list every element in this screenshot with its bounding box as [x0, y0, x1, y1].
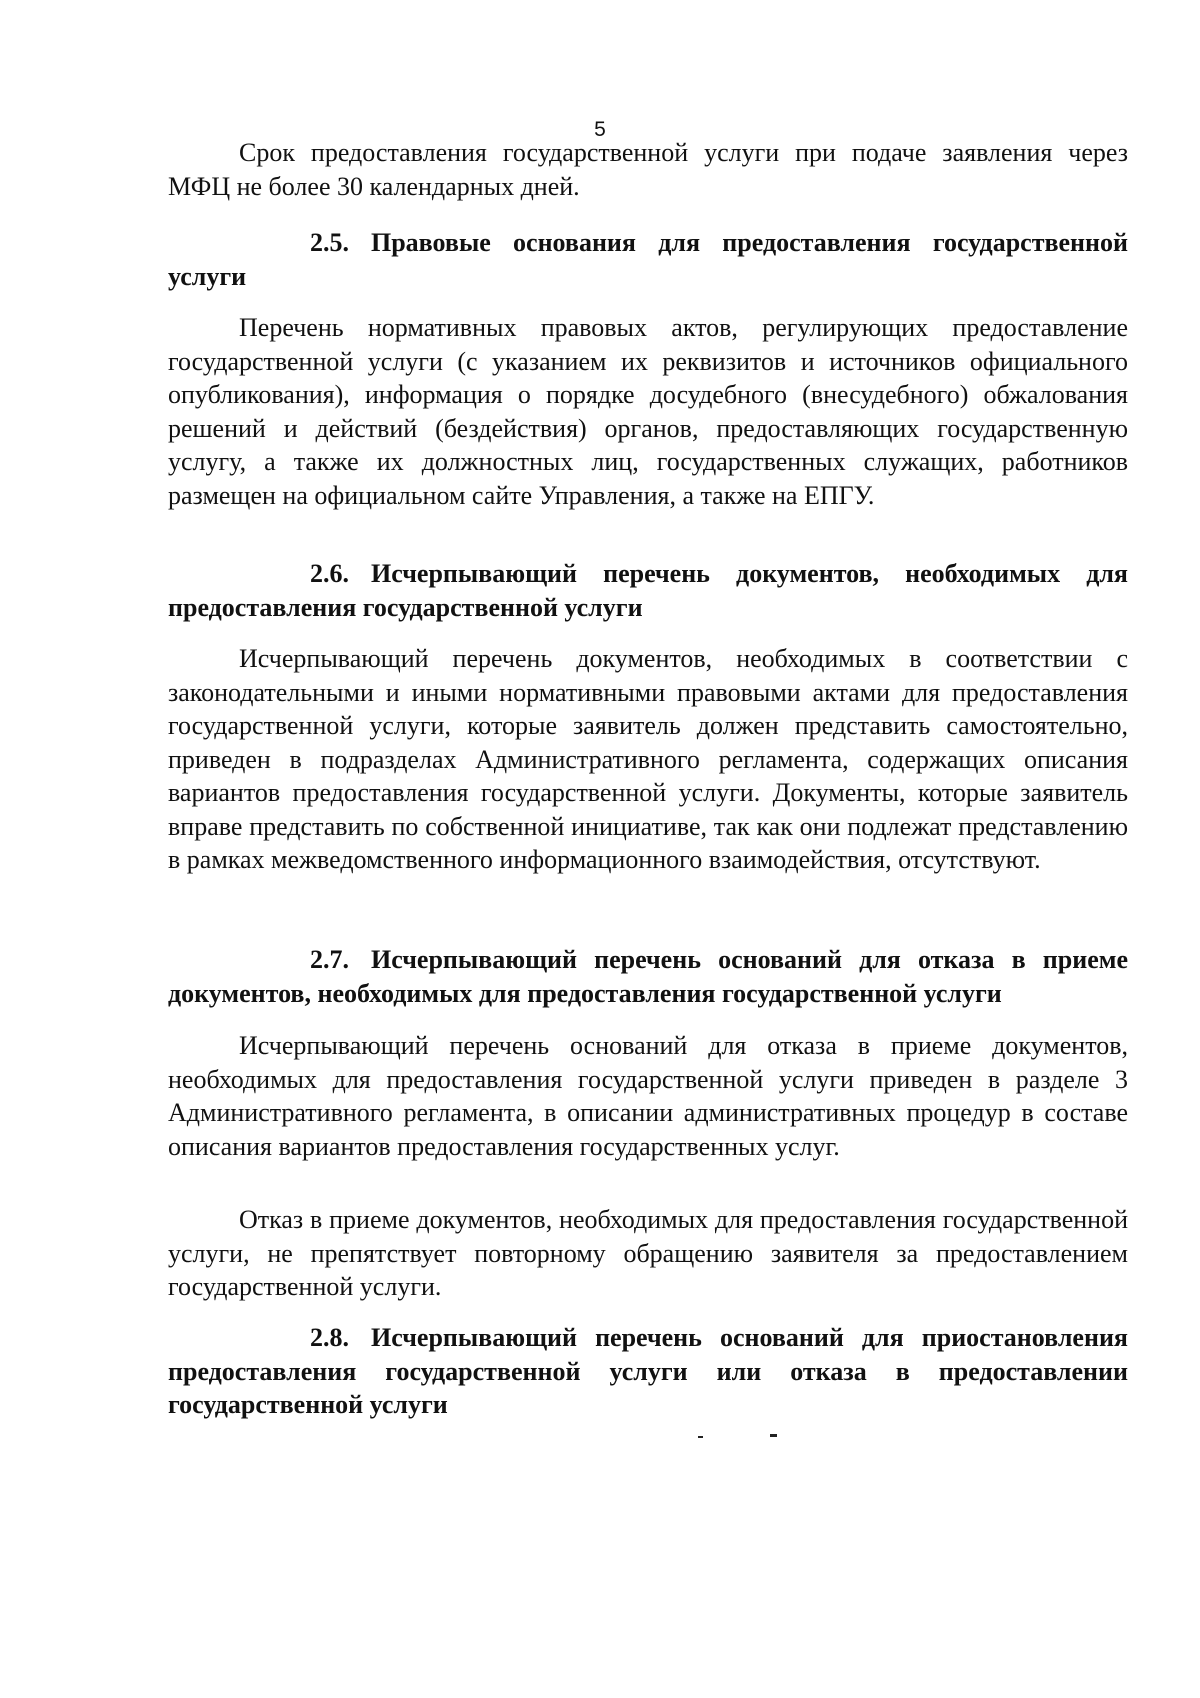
section-number: 2.6. [310, 559, 349, 588]
paragraph-documents-list: Исчерпывающий перечень документов, необходимых в соответствии с законодательными и иными нормативными правовыми актами для предоставления государственной услуги, которые заявитель должен представить самостоятельно, приведен в подразделах Административного регламента, содержащих описания вариантов предоставления государственной услуги. Документы, которые заявитель вправе представить по собственной инициативе, так как они подлежат представлению в рамках межведомственного информационного взаимодействия, отсутствуют. [168, 644, 1128, 874]
section-title: Исчерпывающий перечень оснований для приостановления предоставления государственной услуги или отказа в предоставлении государственной услуги [168, 1323, 1128, 1419]
section-title: Правовые основания для предоставления государственной услуги [168, 228, 1128, 291]
scan-speck [698, 1436, 703, 1438]
paragraph-legal-acts: Перечень нормативных правовых актов, регулирующих предоставление государственной услуги (с указанием их реквизитов и источников официального опубликования), информация о порядке досудебного (внесудебного) обжалования решений и действий (бездействия) органов, предоставляющих государственную услугу, а также их должностных лиц, государственных служащих, работников размещен на официальном сайте Управления, а также на ЕПГУ. [168, 313, 1128, 510]
page-number: 5 [594, 118, 606, 141]
section-title: Исчерпывающий перечень оснований для отказа в приеме документов, необходимых для предоставления государственной услуги [168, 945, 1128, 1008]
paragraph-refusal-grounds: Исчерпывающий перечень оснований для отказа в приеме документов, необходимых для предоставления государственной услуги приведен в разделе 3 Административного регламента, в описании административных процедур в составе описания вариантов предоставления государственных услуг. [168, 1031, 1128, 1161]
section-heading-2-6 [168, 557, 1128, 624]
section-heading-2-5 [168, 226, 1128, 293]
section-heading-2-8 [168, 1321, 1128, 1422]
section-number: 2.8. [310, 1323, 349, 1352]
scan-speck [770, 1434, 777, 1437]
section-title: Исчерпывающий перечень документов, необходимых для предоставления государственной услуги [168, 559, 1128, 622]
section-number: 2.7. [310, 945, 349, 974]
paragraph-term-mfc: Срок предоставления государственной услуги при подаче заявления через МФЦ не более 30 календарных дней. [168, 138, 1128, 201]
section-heading-2-7 [168, 943, 1128, 1010]
section-number: 2.5. [310, 228, 349, 257]
paragraph-repeat-application: Отказ в приеме документов, необходимых для предоставления государственной услуги, не препятствует повторному обращению заявителя за предоставлением государственной услуги. [168, 1205, 1128, 1301]
